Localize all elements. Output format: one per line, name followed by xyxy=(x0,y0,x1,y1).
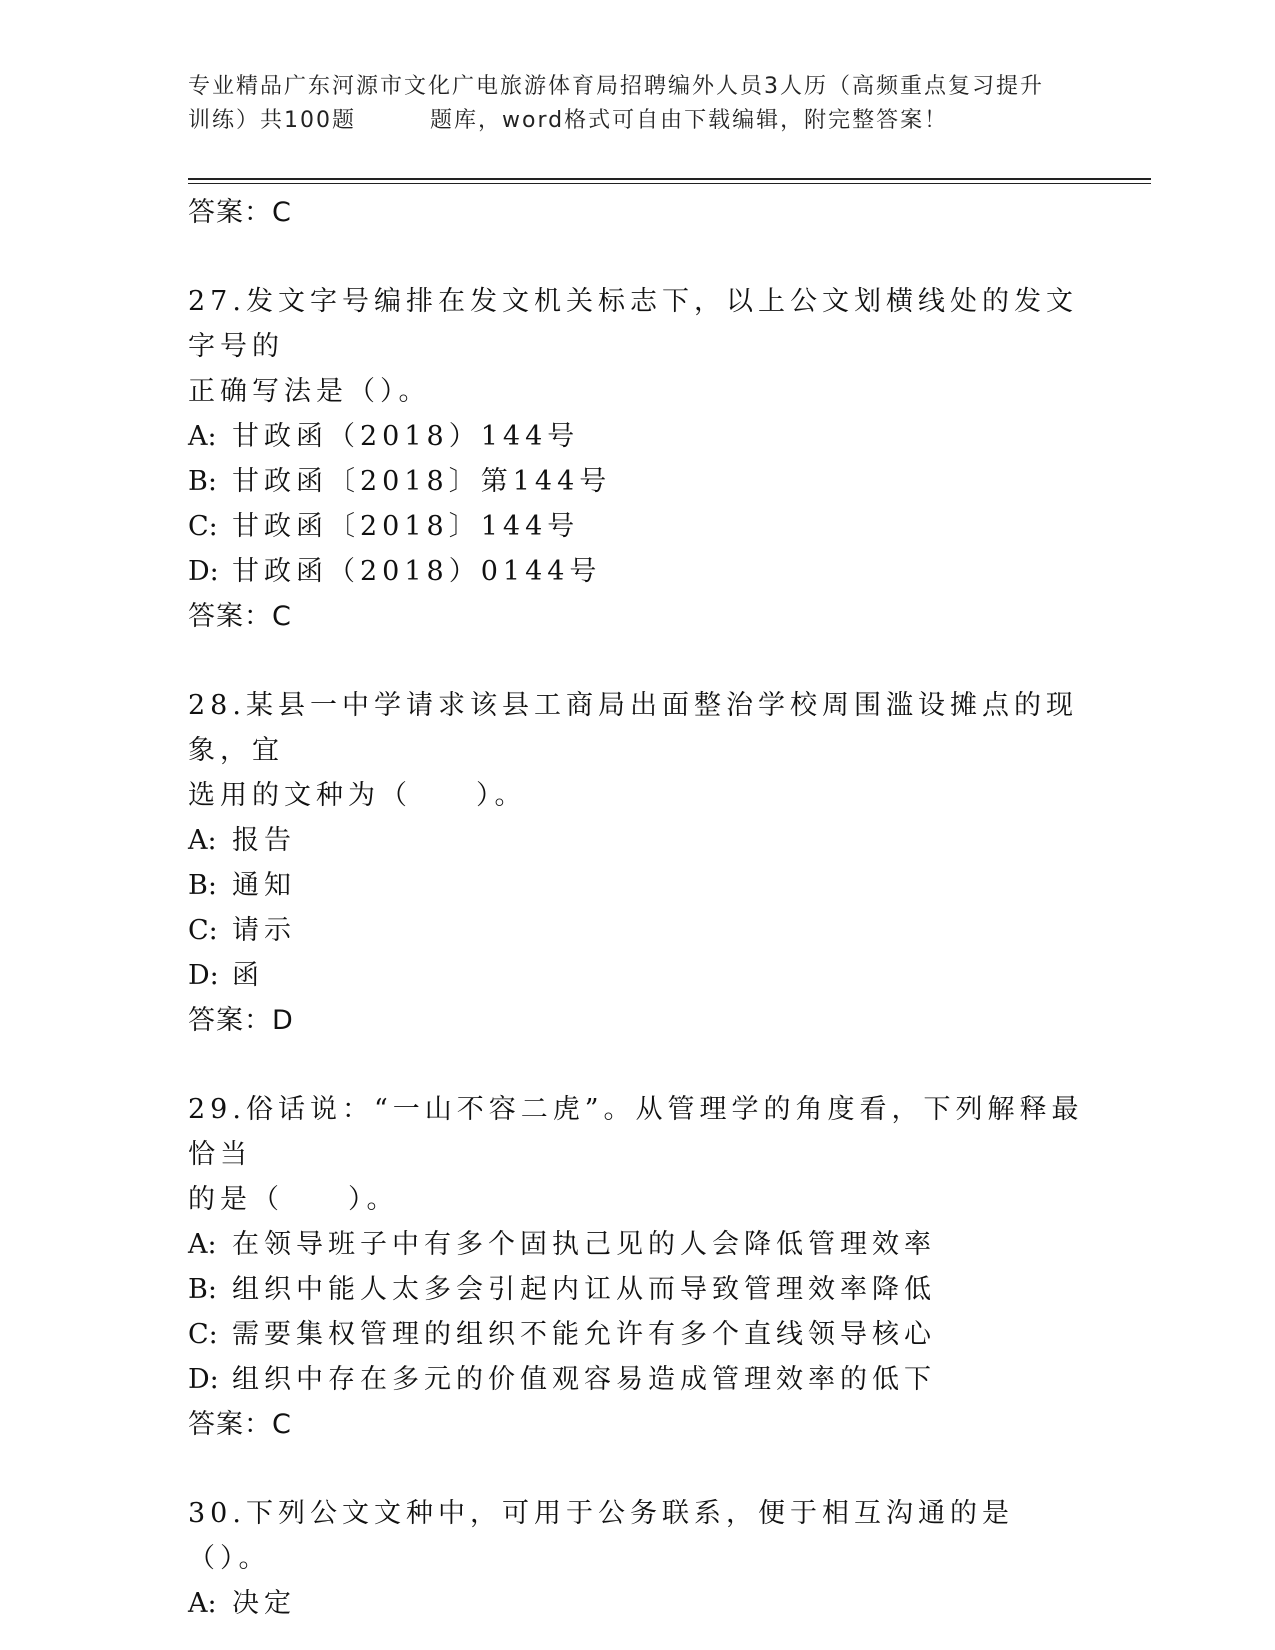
question-text: 正确写法是（）。 xyxy=(188,376,431,407)
option-text: 需要集权管理的组织不能允许有多个直线领导核心 xyxy=(232,1319,936,1350)
option-key: D: xyxy=(188,1364,219,1395)
option-key: B: xyxy=(188,870,217,901)
option-text: 请示 xyxy=(232,915,296,946)
question-30 xyxy=(188,1491,1088,1626)
option-key: D: xyxy=(188,556,219,587)
option-key: B: xyxy=(188,1274,217,1305)
header-title-line1: 专业精品广东河源市文化广电旅游体育局招聘编外人员3人历（高频重点复习提升 xyxy=(188,74,1044,99)
option-d xyxy=(188,1357,1088,1402)
question-text: 的是（ ）。 xyxy=(188,1184,399,1215)
option-a xyxy=(188,818,1088,863)
answer: 答案：D xyxy=(188,1005,294,1036)
option-d xyxy=(188,549,1088,594)
document-body xyxy=(188,190,1088,1626)
option-text: 甘政函（2018）0144号 xyxy=(232,556,602,587)
option-text: 在领导班子中有多个固执己见的人会降低管理效率 xyxy=(232,1229,936,1260)
option-text: 通知 xyxy=(232,870,296,901)
option-text: 报告 xyxy=(232,825,296,856)
previous-answer: 答案：C xyxy=(188,197,292,228)
option-key: C: xyxy=(188,511,218,542)
answer: 答案：C xyxy=(188,601,292,632)
header-divider-thin xyxy=(188,183,1151,184)
option-text: 决定 xyxy=(232,1588,296,1619)
option-key: A: xyxy=(188,825,217,856)
option-text: 甘政函（2018）144号 xyxy=(232,421,580,452)
question-29 xyxy=(188,1087,1088,1447)
page-header xyxy=(188,70,1088,138)
option-text: 甘政函〔2018〕144号 xyxy=(232,511,580,542)
option-key: A: xyxy=(188,1588,217,1619)
option-d xyxy=(188,953,1088,998)
option-c xyxy=(188,504,1088,549)
option-key: B: xyxy=(188,466,217,497)
option-a xyxy=(188,1581,1088,1626)
option-text: 函 xyxy=(232,960,264,991)
option-key: D: xyxy=(188,960,219,991)
answer: 答案：C xyxy=(188,1409,292,1440)
option-a xyxy=(188,1222,1088,1267)
header-title-line2-right: 题库，word格式可自由下载编辑，附完整答案！ xyxy=(430,108,949,133)
question-text: 29.俗话说：“一山不容二虎”。从管理学的角度看，下列解释最恰当 xyxy=(188,1094,1084,1170)
question-text: 28.某县一中学请求该县工商局出面整治学校周围滥设摊点的现象，宜 xyxy=(188,690,1078,766)
header-title-line2-left: 训练）共100题 xyxy=(188,108,356,133)
option-key: A: xyxy=(188,421,217,452)
option-key: A: xyxy=(188,1229,217,1260)
option-c xyxy=(188,1312,1088,1357)
question-text: 选用的文种为（ ）。 xyxy=(188,780,527,811)
option-text: 组织中存在多元的价值观容易造成管理效率的低下 xyxy=(232,1364,936,1395)
header-divider-thick xyxy=(188,178,1151,180)
header-title-line2 xyxy=(188,104,1088,138)
option-text: 组织中能人太多会引起内讧从而导致管理效率降低 xyxy=(232,1274,936,1305)
question-27 xyxy=(188,279,1088,639)
option-b xyxy=(188,1267,1088,1312)
question-text: 27.发文字号编排在发文机关标志下，以上公文划横线处的发文字号的 xyxy=(188,286,1078,362)
option-text: 甘政函〔2018〕第144号 xyxy=(232,466,612,497)
option-b xyxy=(188,459,1088,504)
option-key: C: xyxy=(188,1319,218,1350)
option-c xyxy=(188,908,1088,953)
question-text: 30.下列公文文种中，可用于公务联系，便于相互沟通的是（）。 xyxy=(188,1498,1014,1574)
question-28 xyxy=(188,683,1088,1043)
option-a xyxy=(188,414,1088,459)
option-key: C: xyxy=(188,915,218,946)
option-b xyxy=(188,863,1088,908)
